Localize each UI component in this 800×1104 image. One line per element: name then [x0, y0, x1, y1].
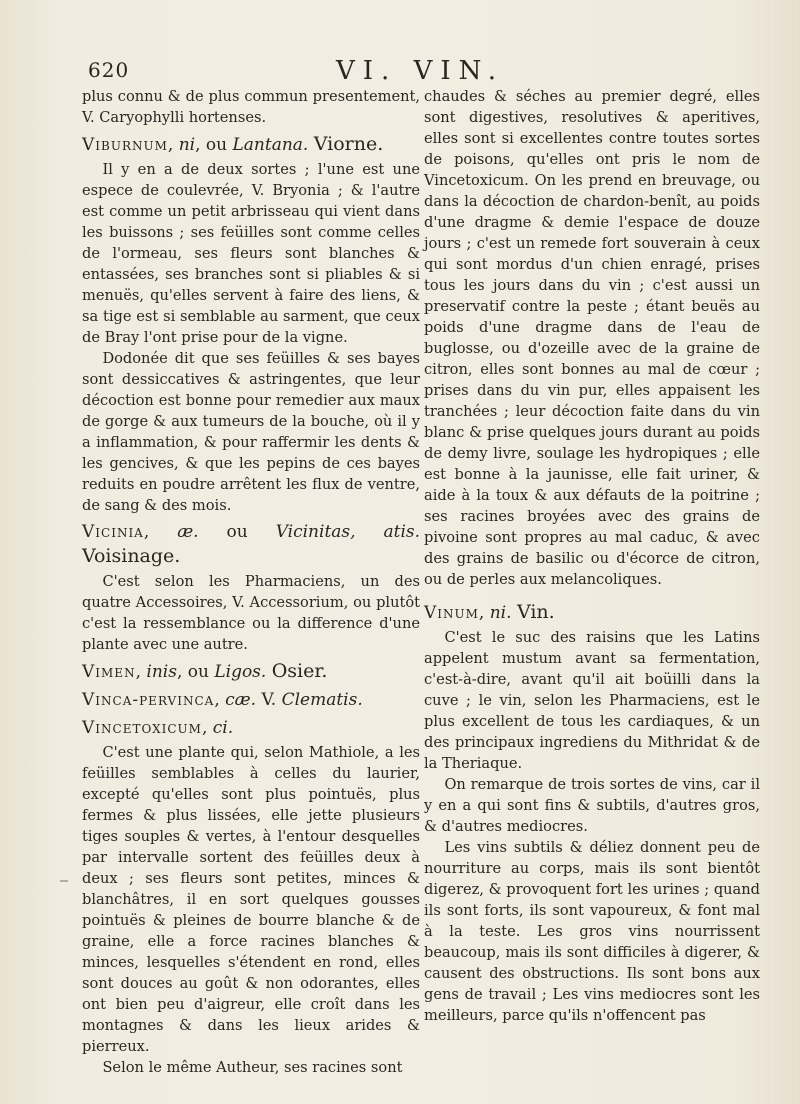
alternate-name: Ligos.	[214, 662, 267, 682]
continued-text: chaudes & séches au premier degré, elles sont digestives, resolutives & aperitives, elles sont si excellentes contre toutes sortes de poisons, qu'elles ont pris le nom de Vincetoxicum. On les prend en breuvage, ou dans la décoction de chardon-benît, au poids d'une dragme & demie l'espace de douze jours ; c'est un remede fort souverain à ceux qui sont mordus d'un chien enragé, prises tous les jours dans du vin ; c'est aussi un preservatif contre la peste ; étant beuës au poids d'une dragme dans de l'eau de buglosse, ou d'ozeille avec de la graine de citron, elles sont bonnes au mal de cœur ; prises dans du vin pur, elles appaisent les tranchées ; leur décoction faite dans du vin blanc & prise quelques jours durant au poids de demy livre, soulage les hydropiques ; elle est bonne à la jaunisse, elle fait uriner, & aide à la toux & aux défauts de la poitrine ; ses racines broyées avec des grains de pivoine sont propres au mal caduc, & avec des grains de basilic ou d'écorce de citron, ou de perles aux melancoliques.	[424, 88, 760, 588]
entry-heading-vinca: Vinca-pervinca, cæ. V. Clematis.	[82, 690, 363, 710]
alternate-name: Clematis.	[281, 690, 363, 710]
running-head: VI. VIN.	[336, 56, 504, 86]
entry-heading-vinum: Vinum, ni. Vin.	[424, 601, 555, 623]
conjunction: ou	[187, 662, 209, 682]
alternate-name: Lantana.	[232, 135, 309, 155]
french-name: Viorne.	[313, 133, 384, 155]
headword: Vincetoxicum	[82, 718, 202, 738]
entry-heading-vincetoxicum: Vincetoxicum, ci.	[82, 718, 234, 738]
entry-heading-vicinia: Vicinia, æ. ou Vicinitas, atis. Voisinage.	[82, 522, 421, 567]
gender-marker: cæ.	[225, 690, 257, 710]
entry-paragraph: Les vins subtils & déliez donnent peu de nourriture au corps, mais ils sont bientôt digerez, & provoquent fort les urines ; quand ils sont forts, ils sont vapoureux, & font mal à la teste. Les gros vins nourrissent beaucoup, mais ils sont difficiles à digerer, & causent des obstructions. Ils sont bons aux gens de travail ; Les vins mediocres sont les meilleurs, parce qu'ils n'offencent pas	[424, 839, 760, 1024]
page-number: 620	[88, 58, 130, 82]
entry-paragraph: C'est le suc des raisins que les Latins appelent mustum avant sa fermentation, c'est-à-dire, avant qu'il ait boüilli dans la cuve ; le vin, selon les Pharmaciens, est le plus excellent de tous les cardiaques, & un des principaux ingrediens du Mithridat & de la Theriaque.	[424, 629, 760, 772]
conjunction: ou	[226, 522, 248, 542]
continued-text: plus connu & de plus commun presentement, V. Caryophylli hortenses.	[82, 88, 420, 126]
headword: Vinum	[424, 603, 479, 623]
gender-marker: ni.	[489, 603, 512, 623]
gender-marker: ni	[178, 135, 196, 155]
gender-marker: inis	[146, 662, 177, 682]
french-name: Voisinage.	[82, 545, 181, 567]
alternate-name: Vicinitas, atis.	[275, 522, 421, 542]
entry-paragraph: Il y en a de deux sortes ; l'une est une espece de coulevrée, V. Bryonia ; & l'autre est comme un petit arbrisseau qui vient dans les buissons ; ses feüilles sont comme celles de l'ormeau, ses fleurs sont blanches & entassées, ses branches sont si pliables & si menuës, qu'elles servent à faire des liens, & sa tige est si semblable au sarment, que ceux de Bray l'ont prise pour de la vigne.	[82, 161, 420, 346]
gender-marker: æ.	[177, 522, 199, 542]
headword: Vicinia	[82, 522, 144, 542]
entry-paragraph: C'est selon les Pharmaciens, un des quatre Accessoires, V. Accessorium, ou plutôt c'est la ressemblance ou la difference d'une plante avec une autre.	[82, 573, 420, 653]
left-column	[82, 86, 420, 1078]
headword: Vimen	[82, 662, 136, 682]
entry-heading-vimen: Vimen, inis, ou Ligos. Osier.	[82, 660, 328, 682]
conjunction: ou	[205, 135, 228, 155]
entry-paragraph: Selon le même Autheur, ses racines sont	[102, 1059, 403, 1076]
margin-mark	[60, 880, 68, 882]
entry-heading-viburnum: Viburnum, ni, ou Lantana. Viorne.	[82, 133, 384, 155]
french-name: Osier.	[271, 660, 328, 682]
gender-marker: ci.	[212, 718, 234, 738]
see-reference: V.	[261, 690, 277, 710]
page-header	[80, 58, 760, 88]
entry-paragraph: Dodonée dit que ses feüilles & ses bayes sont dessiccatives & astringentes, que leur décoction est bonne pour remedier aux maux de gorge & aux tumeurs de la bouche, où il y a inflammation, & pour raffermir les dents & les gencives, & que les pepins de ces bayes reduits en poudre arrêtent les flux de ventre, de sang & des mois.	[82, 350, 420, 514]
entry-paragraph: C'est une plante qui, selon Mathiole, a les feüilles semblables à celles du laurier, excepté qu'elles sont plus pointuës, plus fermes & plus lissées, elle jette plusieurs tiges souples & vertes, à l'entour desquelles par intervalle sortent des feüilles deux à deux ; ses fleurs sont petites, minces & blanchâtres, il en sort quelques gousses pointuës & pleines de bourre blanche & de graine, elle a force racines blanches & minces, lesquelles s'étendent en rond, elles sont douces au goût & non odorantes, elles ont bien peu d'aigreur, elle croît dans les montagnes & dans les lieux arides & pierreux.	[82, 744, 420, 1055]
right-column	[424, 86, 760, 1026]
headword: Vinca-pervinca	[82, 690, 215, 710]
french-name: Vin.	[516, 601, 555, 623]
entry-paragraph: On remarque de trois sortes de vins, car il y en a qui sont fins & subtils, d'autres gros, & d'autres mediocres.	[424, 776, 760, 835]
headword: Viburnum	[82, 135, 168, 155]
